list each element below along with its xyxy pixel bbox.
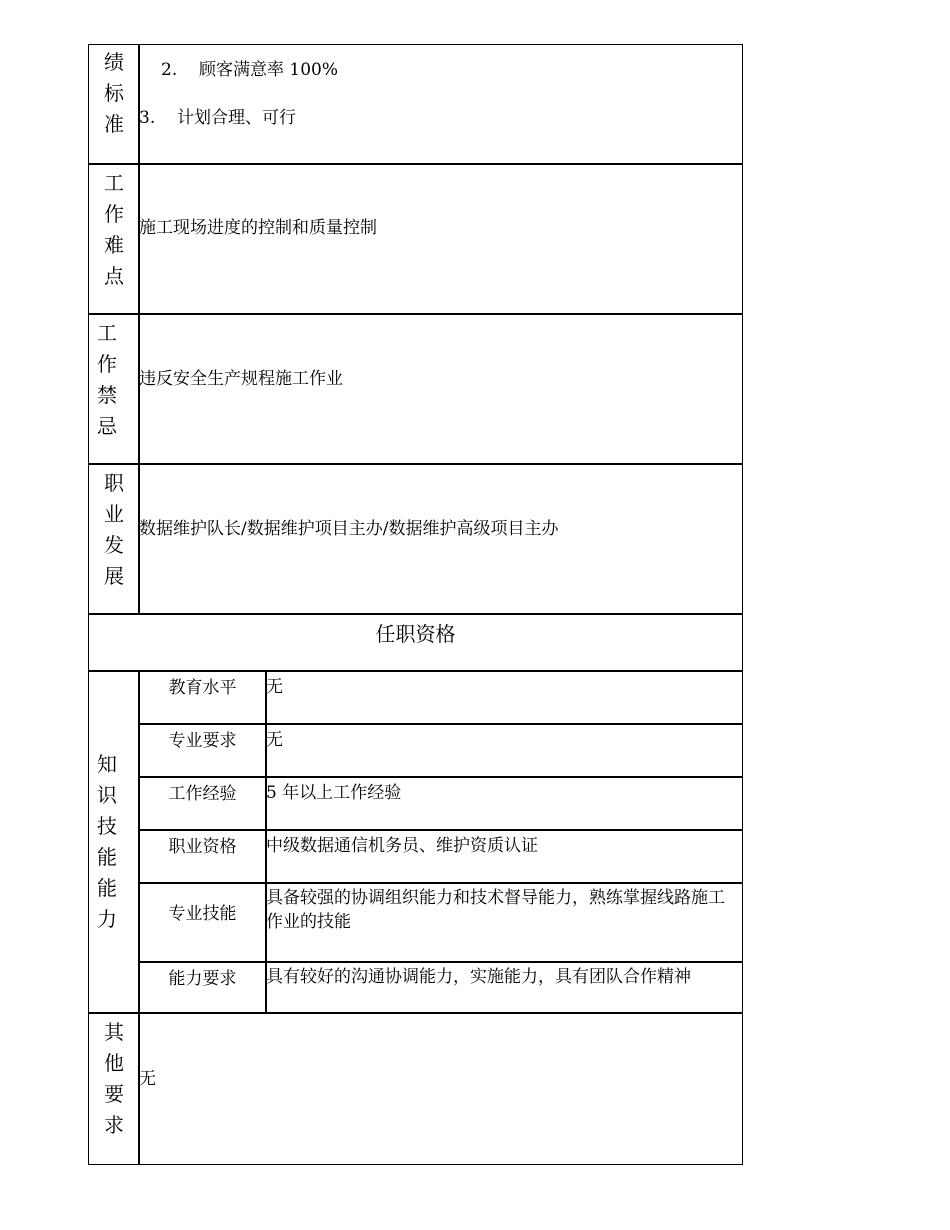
knowledge-label-char: 能 bbox=[97, 876, 117, 900]
perf-item3-num: 3. bbox=[139, 108, 156, 128]
knowledge-label-cell bbox=[88, 670, 140, 1014]
career-label-char: 业 bbox=[104, 502, 124, 526]
taboo-content-cell bbox=[138, 313, 743, 465]
qualification-header-cell bbox=[88, 613, 743, 672]
other-content-cell bbox=[138, 1012, 743, 1165]
other-label-char: 他 bbox=[104, 1051, 124, 1075]
knowledge-row-value-cell bbox=[265, 829, 743, 884]
knowledge-label-char: 识 bbox=[97, 783, 117, 807]
knowledge-label-char: 技 bbox=[97, 814, 117, 838]
other-label-char: 求 bbox=[104, 1113, 124, 1137]
knowledge-row-value: 具有较好的沟通协调能力，实施能力，具有团队合作精神 bbox=[266, 967, 691, 987]
qualification-title: 任职资格 bbox=[375, 622, 456, 646]
taboo-label-char: 禁 bbox=[97, 383, 117, 407]
knowledge-row-name: 专业技能 bbox=[168, 904, 237, 924]
career-label-char: 职 bbox=[104, 471, 124, 495]
knowledge-row-value-cell bbox=[265, 882, 743, 963]
perf-item3-text: 计划合理、可行 bbox=[177, 108, 296, 128]
perf-label-char: 准 bbox=[104, 112, 124, 136]
knowledge-row-name: 教育水平 bbox=[168, 678, 237, 698]
taboo-label-cell bbox=[88, 313, 140, 465]
taboo-label-char: 工 bbox=[97, 321, 117, 345]
difficulty-content-cell bbox=[138, 163, 743, 315]
perf-item2-num: 2. bbox=[161, 60, 178, 80]
knowledge-row-value: 5 年以上工作经验 bbox=[266, 783, 402, 803]
taboo-label-char: 作 bbox=[97, 352, 117, 376]
knowledge-label-char: 能 bbox=[97, 845, 117, 869]
knowledge-row-name: 工作经验 bbox=[168, 784, 237, 804]
knowledge-row-name-cell bbox=[138, 723, 267, 778]
perf-item2-text: 顾客满意率 100% bbox=[199, 60, 339, 80]
difficulty-text: 施工现场进度的控制和质量控制 bbox=[139, 218, 377, 238]
other-label-char: 要 bbox=[104, 1082, 124, 1106]
other-label-char: 其 bbox=[104, 1020, 124, 1044]
knowledge-row-value-cell bbox=[265, 723, 743, 778]
taboo-label-char: 忌 bbox=[97, 414, 117, 438]
other-label-cell bbox=[88, 1012, 140, 1165]
knowledge-row-name-cell bbox=[138, 670, 267, 725]
knowledge-row-name: 职业资格 bbox=[168, 837, 237, 857]
knowledge-row-name-cell bbox=[138, 829, 267, 884]
perf-content-cell bbox=[138, 44, 743, 165]
knowledge-row-name-cell bbox=[138, 776, 267, 831]
difficulty-label-char: 工 bbox=[104, 171, 124, 195]
knowledge-row-name-cell bbox=[138, 961, 267, 1014]
knowledge-row-value: 具备较强的协调组织能力和技术督导能力，熟练掌握线路施工作业的技能 bbox=[266, 888, 725, 932]
difficulty-label-char: 难 bbox=[104, 233, 124, 257]
perf-label-char: 绩 bbox=[104, 50, 124, 74]
other-text: 无 bbox=[139, 1069, 156, 1089]
knowledge-label-char: 力 bbox=[97, 907, 117, 931]
perf-label-cell bbox=[88, 44, 140, 165]
career-label-cell bbox=[88, 463, 140, 615]
knowledge-row-value: 中级数据通信机务员、维护资质认证 bbox=[266, 836, 538, 856]
knowledge-row-value: 无 bbox=[266, 677, 283, 697]
taboo-text: 违反安全生产规程施工作业 bbox=[139, 369, 343, 389]
knowledge-row-value-cell bbox=[265, 670, 743, 725]
career-content-cell bbox=[138, 463, 743, 615]
knowledge-row-value-cell bbox=[265, 776, 743, 831]
knowledge-row-value-cell bbox=[265, 961, 743, 1014]
difficulty-label-char: 作 bbox=[104, 202, 124, 226]
difficulty-label-cell bbox=[88, 163, 140, 315]
knowledge-label-char: 知 bbox=[97, 752, 117, 776]
knowledge-row-name: 专业要求 bbox=[168, 731, 237, 751]
knowledge-row-value: 无 bbox=[266, 730, 283, 750]
knowledge-row-name-cell bbox=[138, 882, 267, 963]
perf-label-char: 标 bbox=[104, 81, 124, 105]
career-text: 数据维护队长/数据维护项目主办/数据维护高级项目主办 bbox=[139, 519, 559, 539]
career-label-char: 展 bbox=[104, 564, 124, 588]
knowledge-row-name: 能力要求 bbox=[168, 969, 237, 989]
difficulty-label-char: 点 bbox=[104, 264, 124, 288]
career-label-char: 发 bbox=[104, 533, 124, 557]
